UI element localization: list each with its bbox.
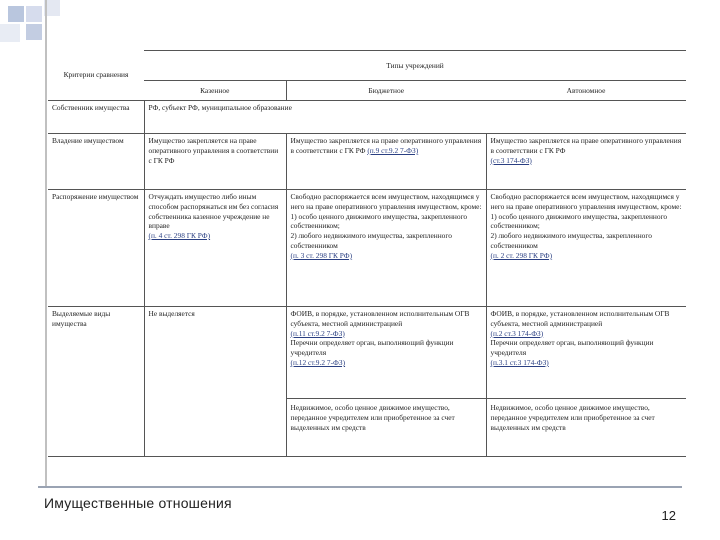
cell-text: РФ, субъект РФ, муниципальное образование [148,103,292,112]
cell-vydelyaemye-byudzhetnoe [286,307,486,399]
header-byudzhetnoe [286,81,486,101]
slide-title: Имущественные отношения [44,495,232,511]
decor-square [26,6,42,22]
decor-square [8,6,24,22]
kazennoe-label: Казенное [200,85,230,95]
law-reference-link[interactable]: (п. 4 ст. 298 ГК РФ) [148,231,211,241]
row-label [48,101,144,134]
cell-sobstvennik [144,101,686,134]
law-reference-link[interactable]: (п. 2 ст. 298 ГК РФ) [490,250,553,260]
byudzhetnoe-label: Бюджетное [368,85,405,95]
cell-text: Имущество закрепляется на праве оперативного управления в соответствии с ГК РФ [490,136,682,155]
cell-text: Недвижимое, особо ценное движимое имущество, переданное учредителем или приобретенное за счет выделенных им средств [490,403,655,432]
cell-text: ФОИВ, в порядке, установленном исполнительным ОГВ субъекта, местной администрацией [490,309,670,328]
row-label-text: Выделяемые виды имущества [52,309,111,328]
header-row-1 [48,51,686,81]
cell-vydelyaemye-kazennoe [144,307,286,457]
row-label [48,307,144,457]
header-row-2 [48,81,686,101]
cell-text: Отчуждать имущество либо иным способом распоряжаться им без согласия собственника казенное учреждение не вправе [148,192,279,231]
cell-rasporyazhenie-avtonomnoe [486,190,686,307]
cell-nedvizh-avtonomnoe [486,399,686,457]
row-label [48,134,144,190]
cell-text: Недвижимое, особо ценное движимое имущество, переданное учредителем или приобретенное за счет выделенных им средств [290,403,455,432]
types-label: Типы учреждений [386,60,444,70]
header-avtonomnoe [486,81,686,101]
header-criteria [48,51,144,101]
list-item: 1) особо ценного движимого имущества, закрепленного собственником; [290,211,468,231]
cell-nedvizh-byudzhetnoe [286,399,486,457]
left-rule [45,0,47,487]
cell-text: Не выделяется [148,309,195,318]
cell-vladenie-kazennoe [144,134,286,190]
cell-vydelyaemye-avtonomnoe [486,307,686,399]
row-sobstvennik [48,101,686,134]
cell-vladenie-avtonomnoe [486,134,686,190]
row-vladenie [48,134,686,190]
header-kazennoe [144,81,286,101]
header-types [144,51,686,81]
law-reference-link[interactable]: (п.9 ст.9.2 7-ФЗ) [367,145,419,155]
list-item: 1) особо ценного движимого имущества, закрепленного собственником; [490,211,668,231]
cell-rasporyazhenie-kazennoe [144,190,286,307]
row-label-text: Распоряжение имуществом [52,192,139,201]
row-vydelyaemye [48,307,686,399]
cell-text: Имущество закрепляется на праве оперативного управления в соответствии с ГК РФ [148,136,279,165]
law-reference-link[interactable]: (п.3.1 ст.3 174-ФЗ) [490,357,549,367]
row-rasporyazhenie [48,190,686,307]
cell-vladenie-byudzhetnoe [286,134,486,190]
cell-text: Свободно распоряжается всем имуществом, находящимся у него на праве оперативного управления имуществом, кроме: [490,192,682,211]
law-reference-link[interactable]: (п. 3 ст. 298 ГК РФ) [290,250,353,260]
criteria-label: Критерии сравнения [63,70,129,80]
decor-square [0,24,20,42]
cell-text: Перечни определяет орган, выполняющий функции учредителя [490,338,654,358]
row-label [48,190,144,307]
cell-text: ФОИВ, в порядке, установленном исполнительным ОГВ субъекта, местной администрацией [290,309,470,328]
page-number: 12 [661,508,676,523]
list-item: 2) любого недвижимого имущества, закрепленного собственником [490,231,652,250]
cell-rasporyazhenie-byudzhetnoe [286,190,486,307]
footer-rule [38,486,682,488]
avtonomnoe-label: Автономное [566,85,606,95]
law-reference-link[interactable]: (п.2 ст.3 174-ФЗ) [490,328,544,338]
row-label-text: Владение имуществом [52,136,124,145]
cell-text: Свободно распоряжается всем имуществом, находящимся у него на праве оперативного управления имуществом, кроме: [290,192,482,211]
law-reference-link[interactable]: (ст.3 174-ФЗ) [490,155,532,165]
law-reference-link[interactable]: (п.12 ст.9.2 7-ФЗ) [290,357,346,367]
decor-square [26,24,42,40]
row-label-text: Собственник имущества [52,103,130,112]
list-item: 2) любого недвижимого имущества, закрепленного собственником [290,231,452,250]
law-reference-link[interactable]: (п.11 ст.9.2 7-ФЗ) [290,328,345,338]
cell-text: Имущество закрепляется на праве оперативного управления в соответствии с ГК РФ [290,136,482,155]
cell-text: Перечни определяет орган, выполняющий функции учредителя [290,338,454,358]
comparison-table [48,50,686,457]
